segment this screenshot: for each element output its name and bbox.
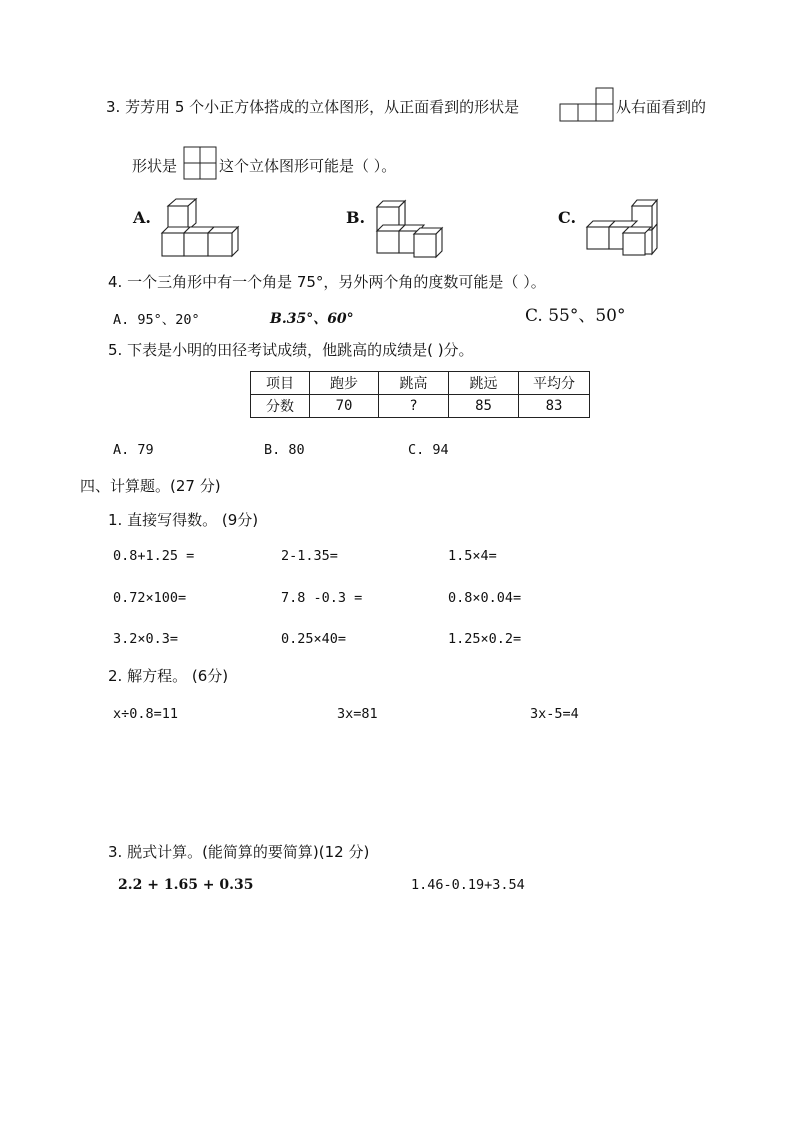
equation-item: x÷0.8=11 — [113, 706, 179, 722]
table-cell: 跑步 — [310, 372, 379, 395]
q5-option-b: B. 80 — [264, 442, 305, 458]
calc-item: 0.8+1.25 = — [113, 548, 195, 564]
calc-item: 0.8×0.04= — [448, 590, 522, 606]
table-cell: 跳远 — [449, 372, 519, 395]
equation-item: 3x-5=4 — [530, 706, 579, 722]
right-view-figure — [183, 146, 219, 182]
score-table — [250, 371, 590, 418]
q5-stem: 5. 下表是小明的田径考试成绩，他跳高的成绩是( )分。 — [108, 341, 474, 359]
cube-figure-c — [585, 198, 665, 258]
q3-option-a: A. — [133, 208, 151, 227]
part1-title: 1. 直接写得数。 (9分) — [108, 511, 259, 529]
q5-option-a: A. 79 — [113, 442, 154, 458]
section-title: 四、计算题。(27 分) — [80, 477, 221, 495]
q3-option-c: C. — [558, 208, 577, 227]
cube-figure-a — [160, 198, 245, 258]
table-cell: 85 — [449, 395, 519, 418]
calc-item: 2-1.35= — [281, 548, 338, 564]
calc-item: 7.8 -0.3 = — [281, 590, 363, 606]
q3-line1-text: 3. 芳芳用 5 个小正方体搭成的立体图形，从正面看到的形状是 — [106, 98, 520, 116]
calc-item: 1.25×0.2= — [448, 631, 522, 647]
q4-option-a: A. 95°、20° — [113, 312, 200, 328]
table-cell: 平均分 — [519, 372, 590, 395]
q4-stem: 4. 一个三角形中有一个角是 75°，另外两个角的度数可能是（ ）。 — [108, 273, 546, 291]
expression-item: 1.46-0.19+3.54 — [411, 877, 525, 893]
table-cell: ? — [379, 395, 449, 418]
front-view-figure — [559, 87, 615, 123]
table-cell: 分数 — [251, 395, 310, 418]
equation-item: 3x=81 — [337, 706, 378, 722]
table-cell: 跳高 — [379, 372, 449, 395]
q3-line2-text: 形状是 — [132, 157, 178, 175]
table-cell: 83 — [519, 395, 590, 418]
q4-option-b: B.35°、60° — [270, 311, 354, 327]
part3-title: 3. 脱式计算。(能简算的要简算)(12 分) — [108, 843, 370, 861]
table-cell: 项目 — [251, 372, 310, 395]
calc-item: 0.25×40= — [281, 631, 347, 647]
q4-option-c: C. 55°、50° — [525, 306, 626, 326]
expression-item: 2.2 + 1.65 + 0.35 — [118, 877, 254, 893]
calc-item: 0.72×100= — [113, 590, 187, 606]
calc-item: 1.5×4= — [448, 548, 497, 564]
part2-title: 2. 解方程。 (6分) — [108, 667, 229, 685]
q5-option-c: C. 94 — [408, 442, 449, 458]
q3-line1-tail: 从右面看到的 — [616, 98, 707, 116]
table-row — [251, 395, 590, 418]
table-cell: 70 — [310, 395, 379, 418]
cube-figure-b — [372, 199, 452, 259]
table-header-row — [251, 372, 590, 395]
q3-option-b: B. — [346, 208, 366, 227]
q3-line2-tail: 这个立体图形可能是（ ）。 — [219, 157, 397, 175]
calc-item: 3.2×0.3= — [113, 631, 179, 647]
